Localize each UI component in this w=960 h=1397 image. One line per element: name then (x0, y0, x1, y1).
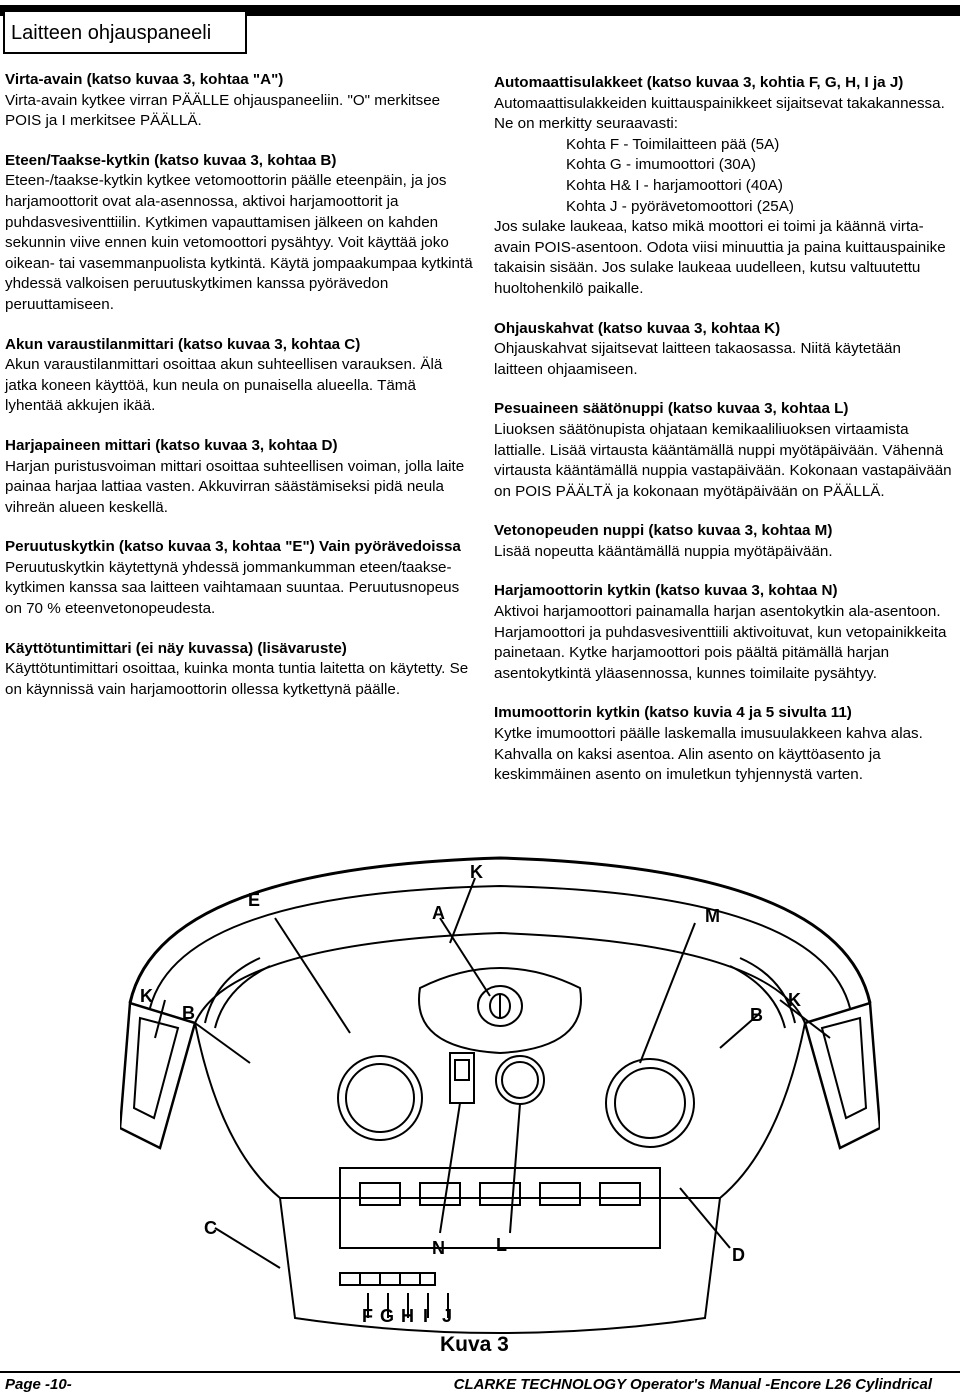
section-key-switch (5, 70, 477, 132)
label-j: J (442, 1306, 453, 1326)
section-heading: Harjamoottorin kytkin (katso kuvaa 3, kohtaa N) (494, 582, 838, 600)
section-heading: Virta-avain (katso kuvaa 3, kohtaa "A") (5, 71, 284, 88)
section-speed-knob (494, 521, 954, 562)
label-d: D (732, 1245, 745, 1265)
label-e: E (248, 890, 261, 910)
section-body: Liuoksen säätönupista ohjataan kemikaaliliuoksen virtaamista lattialle. Lisää virtausta kääntämällä nuppi myötäpäivään. Vähennä virtausta kääntämällä nuppia vastapäivään. Kokonaan vastapäivään on POIS PÄÄLTÄ ja kokonaan myötäpäivään on PÄÄLLÄ. (494, 420, 952, 500)
label-l: L (496, 1235, 507, 1255)
section-brush-motor-switch (494, 581, 954, 684)
section-body: Akun varaustilanmittari osoittaa akun suhteellisen varauksen. Älä jatka koneen käyttöä, kun neula on punaisella alueella. Tämä lyhentää akkujen ikää. (5, 356, 443, 415)
control-panel-drawing (120, 848, 880, 1368)
section-brush-pressure-meter (5, 436, 477, 518)
label-c: C (204, 1218, 217, 1238)
section-circuit-breakers (494, 73, 954, 300)
section-outro: Jos sulake laukeaa, katso mikä moottori ei toimi ja käännä virta-avain POIS-asentoon. Odota viisi minuuttia ja paina kuittauspainike takaisin sisään. Jos sulake laukeaa uudelleen, kutsu valtuutettu huoltohenkilö paikalle. (494, 218, 946, 297)
page-title: Laitteen ohjauspaneeli (3, 10, 247, 54)
section-heading: Imumoottorin kytkin (katso kuvia 4 ja 5 sivulta 11) (494, 704, 852, 722)
label-g: G (380, 1306, 395, 1326)
section-body: Käyttötuntimittari osoittaa, kuinka monta tuntia laitetta on käytetty. Se on käynnissä vain harjamoottorin ollessa kytkettynä päälle. (5, 660, 469, 698)
section-heading: Harjapaineen mittari (katso kuvaa 3, kohtaa D) (5, 436, 338, 454)
label-b-left: B (182, 1003, 195, 1023)
section-heading: Ohjauskahvat (katso kuvaa 3, kohtaa K) (494, 319, 781, 337)
section-heading: Eteen/Taakse-kytkin (katso kuvaa 3, kohtaa B) (5, 151, 337, 169)
section-body: Lisää nopeutta kääntämällä nuppia myötäpäivään. (494, 542, 833, 560)
section-detergent-knob (494, 399, 954, 502)
section-heading: Pesuaineen säätönuppi (katso kuvaa 3, kohtaa L) (494, 400, 849, 418)
fuse-item: Kohta H& I - harjamoottori (40A) (566, 176, 783, 194)
section-heading: Vetonopeuden nuppi (katso kuvaa 3, kohtaa M) (494, 522, 833, 540)
section-body: Ohjauskahvat sijaitsevat laitteen takaosassa. Niitä käytetään laitteen ohjaamiseen. (494, 340, 901, 378)
section-heading: Akun varaustilanmittari (katso kuvaa 3, kohtaa C) (5, 335, 361, 353)
figure-caption: Kuva 3 (440, 1333, 509, 1356)
label-f: F (362, 1306, 373, 1326)
section-body: Kytke imumoottori päälle laskemalla imusuulakkeen kahva alas. Kahvalla on kaksi asentoa. Alin asento on käyttöasento ja keskimmäinen asento on imuletkun tyhjennystä varten. (494, 725, 923, 784)
right-column (494, 73, 954, 805)
label-b-right: B (750, 1005, 763, 1025)
section-body: Aktivoi harjamoottori painamalla harjan asentokytkin ala-asentoon. Harjamoottori ja puhdasvesiventtiili aktivoituvat, kun vetopainikkeita painetaan. Kytke harjamoottori pois päältä pitämällä harjan asentokytkintä yläasennossa, kunnes toimilaite pysähtyy. (494, 603, 947, 682)
fuse-item: Kohta G - imumoottori (30A) (566, 156, 756, 174)
section-body: Peruutuskytkin käytettynä yhdessä jommankumman eteen/taakse-kytkimen kanssa saa laitteen vaihtamaan suuntaa. Peruutusnopeus on 70 % eteenvetonopeudesta. (5, 558, 460, 618)
section-body: Eteen-/taakse-kytkin kytkee vetomoottorin päälle eteenpäin, ja jos harjamoottorit ovat ala-asennossa, aktivoi harjamoottorit ja puhdasvesiventtiilin. Kytkimen vapauttamisen jälkeen on kahden sekunnin viive ennen kuin vetomoottori pysähtyy. Voit käyttää joko oikean- tai vasemmanpuolista kytkintä. Käytä jompaakumpaa kytkintä yhdessä valkoisen peruutuskytkimen kanssa pyörävedon peruuttamiseen. (5, 172, 473, 313)
fuse-item: Kohta J - pyörävetomoottori (25A) (566, 197, 794, 215)
section-heading: Käyttötuntimittari (ei näy kuvassa) (lisävaruste) (5, 639, 347, 657)
manual-title: CLARKE TECHNOLOGY Operator's Manual -Encore L26 Cylindrical (453, 1376, 932, 1393)
section-body: Harjan puristusvoiman mittari osoittaa suhteellisen voiman, jolla laite painaa harjaa lattiaa vasten. Akkuvirran säästämiseksi pidä neula vihreän alueen keskellä. (5, 457, 465, 516)
section-heading: Peruutuskytkin (katso kuvaa 3, kohtaa "E") Vain pyörävedoissa (5, 538, 461, 556)
left-column (5, 70, 477, 719)
section-hour-meter (5, 639, 477, 701)
section-battery-meter (5, 335, 477, 417)
fuse-item: Kohta F - Toimilaitteen pää (5A) (566, 135, 780, 153)
label-k-left: K (140, 986, 153, 1006)
footer-rule (0, 1371, 960, 1373)
section-reverse-switch (5, 537, 477, 619)
label-k-top: K (470, 862, 483, 882)
label-n: N (432, 1238, 445, 1258)
section-handles (494, 319, 954, 381)
label-i: I (423, 1306, 429, 1326)
label-m: M (705, 906, 720, 926)
section-vacuum-motor-switch (494, 703, 954, 785)
section-direction-switch (5, 151, 477, 316)
page-number: Page -10- (5, 1376, 72, 1393)
section-body: Virta-avain kytkee virran PÄÄLLE ohjauspaneeliin. "O" merkitsee POIS ja I merkitsee PÄÄLLÄ. (5, 91, 441, 130)
label-k-right: K (788, 990, 801, 1010)
label-a: A (432, 903, 445, 923)
section-heading: Automaattisulakkeet (katso kuvaa 3, kohtia F, G, H, I ja J) (494, 74, 904, 91)
control-panel-figure (120, 848, 880, 1368)
section-intro: Automaattisulakkeiden kuittauspainikkeet sijaitsevat takakannessa. Ne on merkitty seuraavasti: (494, 94, 945, 133)
label-h: H (401, 1306, 414, 1326)
